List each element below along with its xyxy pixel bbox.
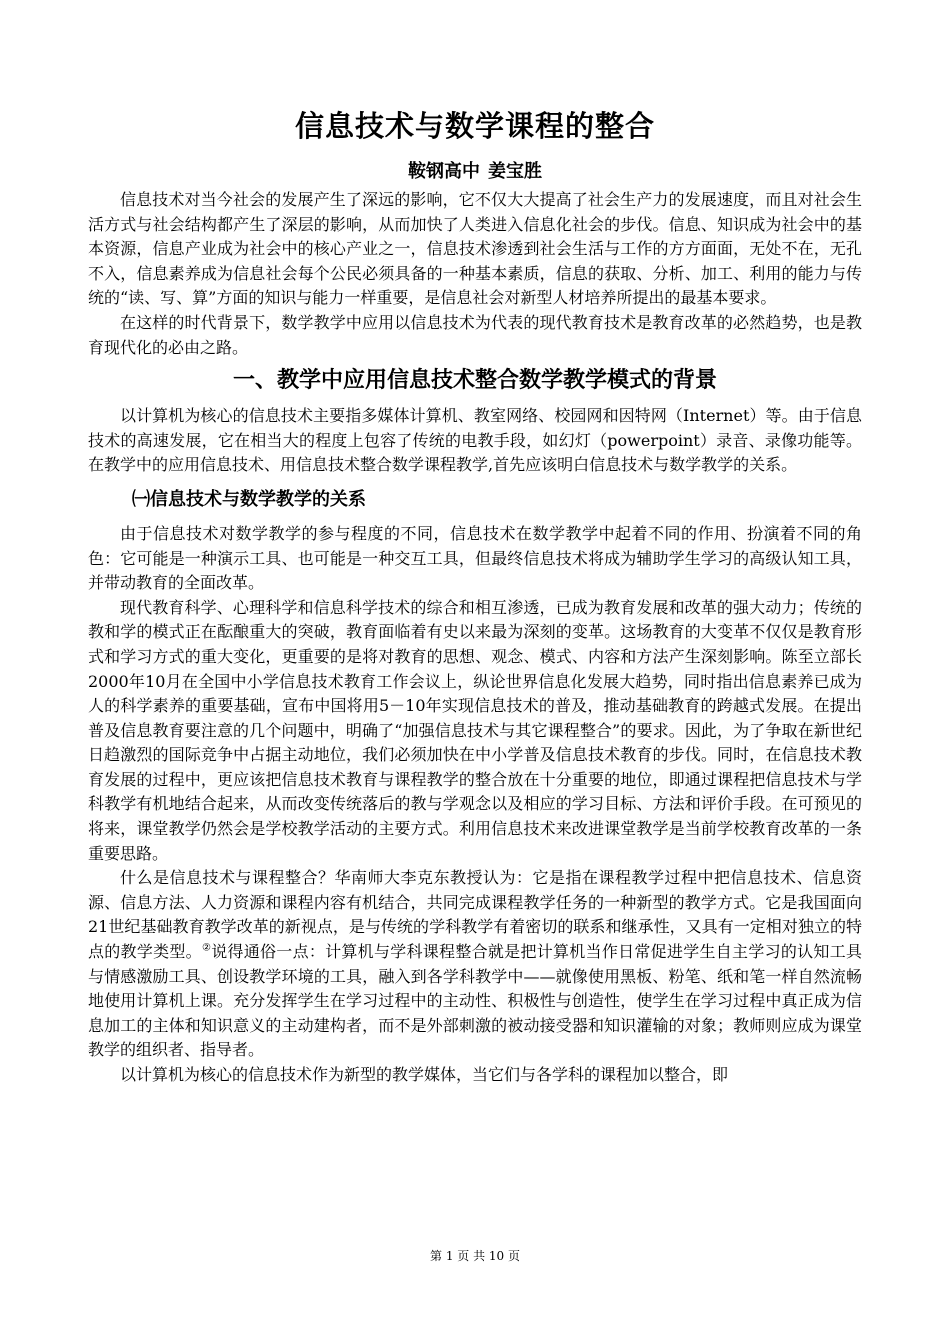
section-heading-1: 一、教学中应用信息技术整合数学教学模式的背景: [232, 368, 717, 394]
intro-paragraph-1: 信息技术对当今社会的发展产生了深远的影响，它不仅大大提高了社会生产力的发展速度，而且对社会生活方式与社会结构都产生了深层的影响，从而加快了人类进入信息化社会的步伐。信息、知识成为社会中的基本资源，信息产业成为社会中的核心产业之一，信息技术渗透到社会生活与工作的方方面面，无处不在，无孔不入，信息素养成为信息社会每个公民必须具备的一种基本素质，信息的获取、分析、加工、利用的能力与传统的“读、写、算”方面的知识与能力一样重要，是信息社会对新型人材培养所提出的最基本要求。: [88, 190, 862, 308]
author-name: 姜宝胜: [488, 161, 542, 182]
author-school: 鞍钢高中: [408, 161, 480, 182]
paragraph-3-part-b: 说得通俗一点：计算机与学科课程整合就是把计算机当作日常促进学生自主学习的认知工具与情感激励工具、创设教学环境的工具，融入到各学科教学中——就像使用黑板、粉笔、纸和笔一样自然流畅地使用计算机上课。充分发挥学生在学习过程中的主动性、积极性与创造性，使学生在学习过程中真正成为信息加工的主体和知识意义的主动建构者，而不是外部刺激的被动接受器和知识灌输的对象；教师则应成为课堂教学的组织者、指导者。: [88, 942, 862, 1060]
author-line: [88, 158, 862, 186]
intro-paragraph-2: 在这样的时代背景下，数学教学中应用以信息技术为代表的现代教育技术是教育改革的必然趋势，也是教育现代化的必由之路。: [88, 312, 862, 357]
subsection-heading-1: ㈠信息技术与数学教学的关系: [132, 488, 366, 510]
footnote-reference: ②: [201, 942, 212, 954]
page-footer: 第 1 页 共 10 页: [430, 1249, 520, 1263]
subsection-paragraph-1: 由于信息技术对数学教学的参与程度的不同，信息技术在数学教学中起着不同的作用、扮演着不同的角色：它可能是一种演示工具、也可能是一种交互工具，但最终信息技术将成为辅助学生学习的高级认知工具，并带动教育的全面改革。: [88, 523, 862, 593]
document-title: 信息技术与数学课程的整合: [294, 109, 655, 143]
subsection-paragraph-2: 现代教育科学、心理科学和信息科学技术的综合和相互渗透，已成为教育发展和改革的强大动力；传统的教和学的模式正在酝酿重大的突破，教育面临着有史以来最为深刻的变革。这场教育的大变革不仅仅是教育形式和学习方式的重大变化，更重要的是将对教育的思想、观念、模式、内容和方法产生深刻影响。陈至立部长2000年10月在全国中小学信息技术教育工作会议上，纵论世界信息化发展大趋势，同时指出信息素养已成为人的科学素养的重要基础，宣布中国将用5－10年实现信息技术的普及，推动基础教育的跨越式发展。在提出普及信息教育要注意的几个问题中，明确了“加强信息技术与其它课程整合”的要求。因此，为了争取在新世纪日趋激烈的国际竞争中占据主动地位，我们必须加快在中小学普及信息技术教育的步伐。同时，在信息技术教育发展的过程中，更应该把信息技术教育与课程教学的整合放在十分重要的地位，即通过课程把信息技术与学科教学有机地结合起来，从而改变传统落后的教与学观念以及相应的学习目标、方法和评价手段。在可预见的将来，课堂教学仍然会是学校教学活动的主要方式。利用信息技术来改进课堂教学是当前学校教育改革的一条重要思路。: [88, 597, 862, 863]
document-page: [88, 96, 862, 1088]
subsection-paragraph-3: [88, 866, 862, 1063]
section1-paragraph-1: 以计算机为核心的信息技术主要指多媒体计算机、教室网络、校园网和因特网（Internet）等。由于信息技术的高速发展，它在相当大的程度上包容了传统的电教手段，如幻灯（powerpoint）录音、录像功能等。在教学中的应用信息技术、用信息技术整合数学课程教学,首先应该明白信息技术与数学教学的关系。: [88, 406, 862, 475]
subsection-paragraph-4: 以计算机为核心的信息技术作为新型的教学媒体，当它们与各学科的课程加以整合，即: [120, 1065, 729, 1084]
paragraph-3-part-a: 什么是信息技术与课程整合？华南师大李克东教授认为：它是指在课程教学过程中把信息技术、信息资源、信息方法、人力资源和课程内容有机结合，共同完成课程教学任务的一种新型的教学方式。它是我国面向21世纪基础教育教学改革的新视点，是与传统的学科教学有着密切的联系和继承性，又具有一定相对独立的特点的教学类型。: [88, 868, 862, 962]
